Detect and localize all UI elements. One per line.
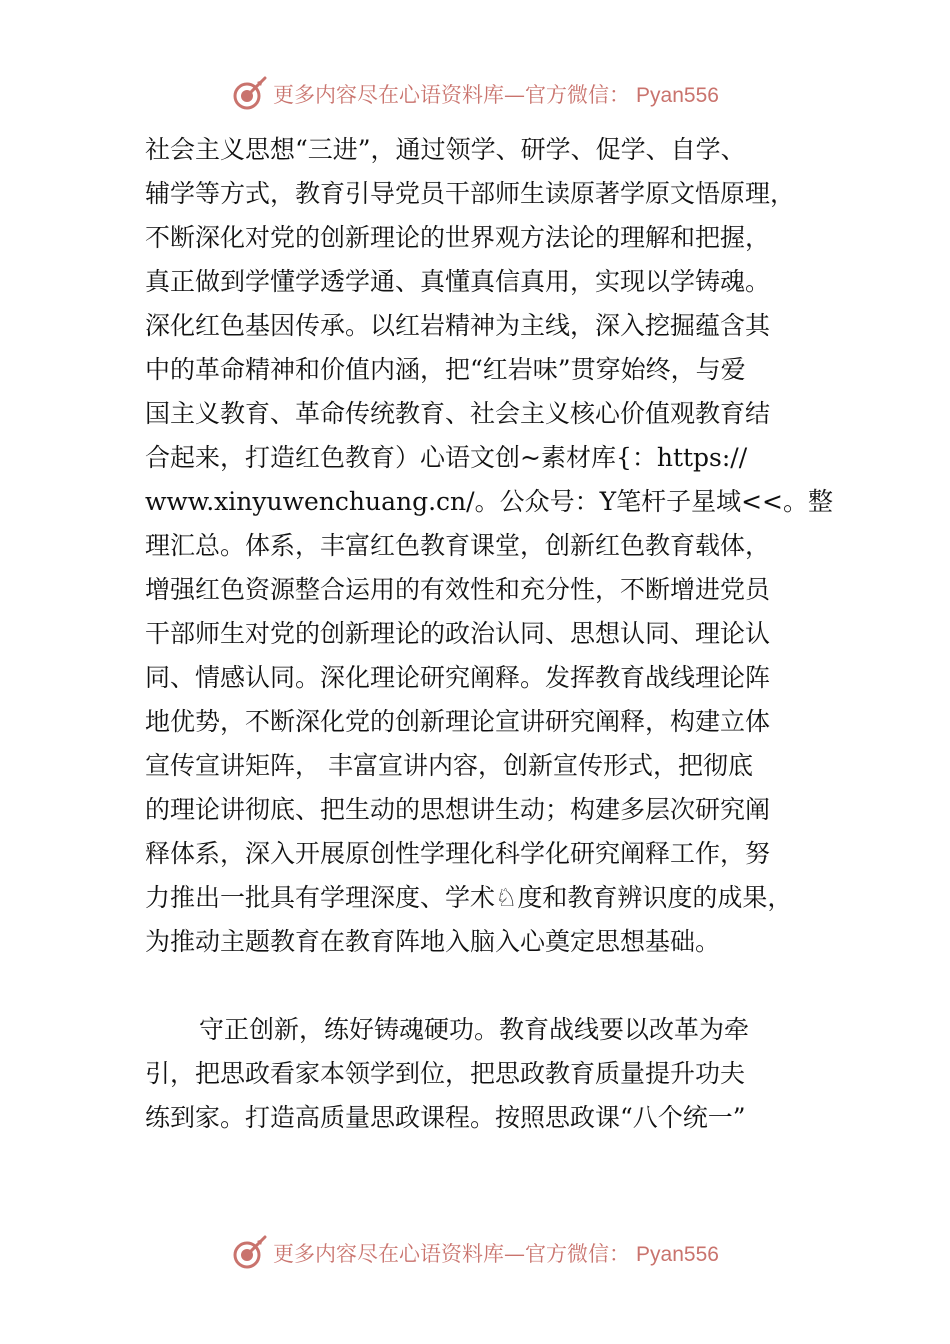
header-banner-separator: — <box>504 83 526 107</box>
text-line: 守正创新，练好铸魂硬功。教育战线要以改革为牵 <box>199 1015 750 1044</box>
text-line: www.xinyuwenchuang.cn/。公众号：Y笔杆子星域<<。整 <box>145 487 833 516</box>
text-line: 地优势，不断深化党的创新理论宣讲研究阐释，构建立体 <box>145 707 771 736</box>
text-line: 辅学等方式，教育引导党员干部师生读原著学原文悟原理， <box>145 179 796 208</box>
text-line: 练到家。打造高质量思政课程。按照思政课“八个统一” <box>145 1103 746 1132</box>
paragraph-2 <box>145 1008 845 1140</box>
text-line: 为推动主题教育在教育阵地入脑入心奠定思想基础。 <box>145 927 721 956</box>
header-banner-title: 更多内容尽在心语资料库 <box>273 83 505 107</box>
text-line: 理汇总。体系，丰富红色教育课堂，创新红色教育载体， <box>145 531 771 560</box>
header-banner <box>0 74 950 114</box>
document-body <box>145 128 845 1140</box>
text-line: 干部师生对党的创新理论的政治认同、思想认同、理论认 <box>145 619 771 648</box>
text-line: 同、情感认同。深化理论研究阐释。发挥教育战线理论阵 <box>145 663 771 692</box>
text-line: 中的革命精神和价值内涵，把“红岩味”贯穿始终，与爱 <box>145 355 746 384</box>
text-line: 合起来，打造红色教育）心语文创~素材库{：https:// <box>145 443 748 472</box>
footer-banner-wechat-id: Pyan556 <box>636 1243 719 1266</box>
text-line: 增强红色资源整合运用的有效性和充分性，不断增进党员 <box>145 575 771 604</box>
footer-banner-text <box>273 1238 719 1268</box>
text-line: 宣传宣讲矩阵， 丰富宣讲内容，创新宣传形式，把彻底 <box>145 751 753 780</box>
text-line: 国主义教育、革命传统教育、社会主义核心价值观教育结 <box>145 399 771 428</box>
paragraph-1 <box>145 128 845 964</box>
header-banner-wechat-label: 官方微信： <box>525 83 631 107</box>
text-line: 深化红色基因传承。以红岩精神为主线，深入挖掘蕴含其 <box>145 311 771 340</box>
text-line: 的理论讲彻底、把生动的思想讲生动；构建多层次研究阐 <box>145 795 771 824</box>
footer-banner-title: 更多内容尽在心语资料库 <box>273 1242 505 1266</box>
text-line: 真正做到学懂学透学通、真懂真信真用，实现以学铸魂。 <box>145 267 771 296</box>
paragraph-gap <box>145 964 845 1008</box>
text-line: 不断深化对党的创新理论的世界观方法论的理解和把握， <box>145 223 771 252</box>
text-line: 力推出一批具有学理深度、学术♘度和教育辨识度的成果， <box>145 883 793 912</box>
pen-logo-icon <box>231 76 267 112</box>
footer-banner-separator: — <box>504 1242 526 1266</box>
text-line: 释体系，深入开展原创性学理化科学化研究阐释工作，努 <box>145 839 771 868</box>
header-banner-wechat-id: Pyan556 <box>636 84 719 107</box>
footer-banner <box>0 1233 950 1273</box>
text-line: 引，把思政看家本领学到位，把思政教育质量提升功夫 <box>145 1059 746 1088</box>
pen-logo-icon <box>231 1235 267 1271</box>
footer-banner-wechat-label: 官方微信： <box>525 1242 631 1266</box>
header-banner-text <box>273 79 719 109</box>
text-line: 社会主义思想“三进”，通过领学、研学、促学、自学、 <box>145 135 746 164</box>
